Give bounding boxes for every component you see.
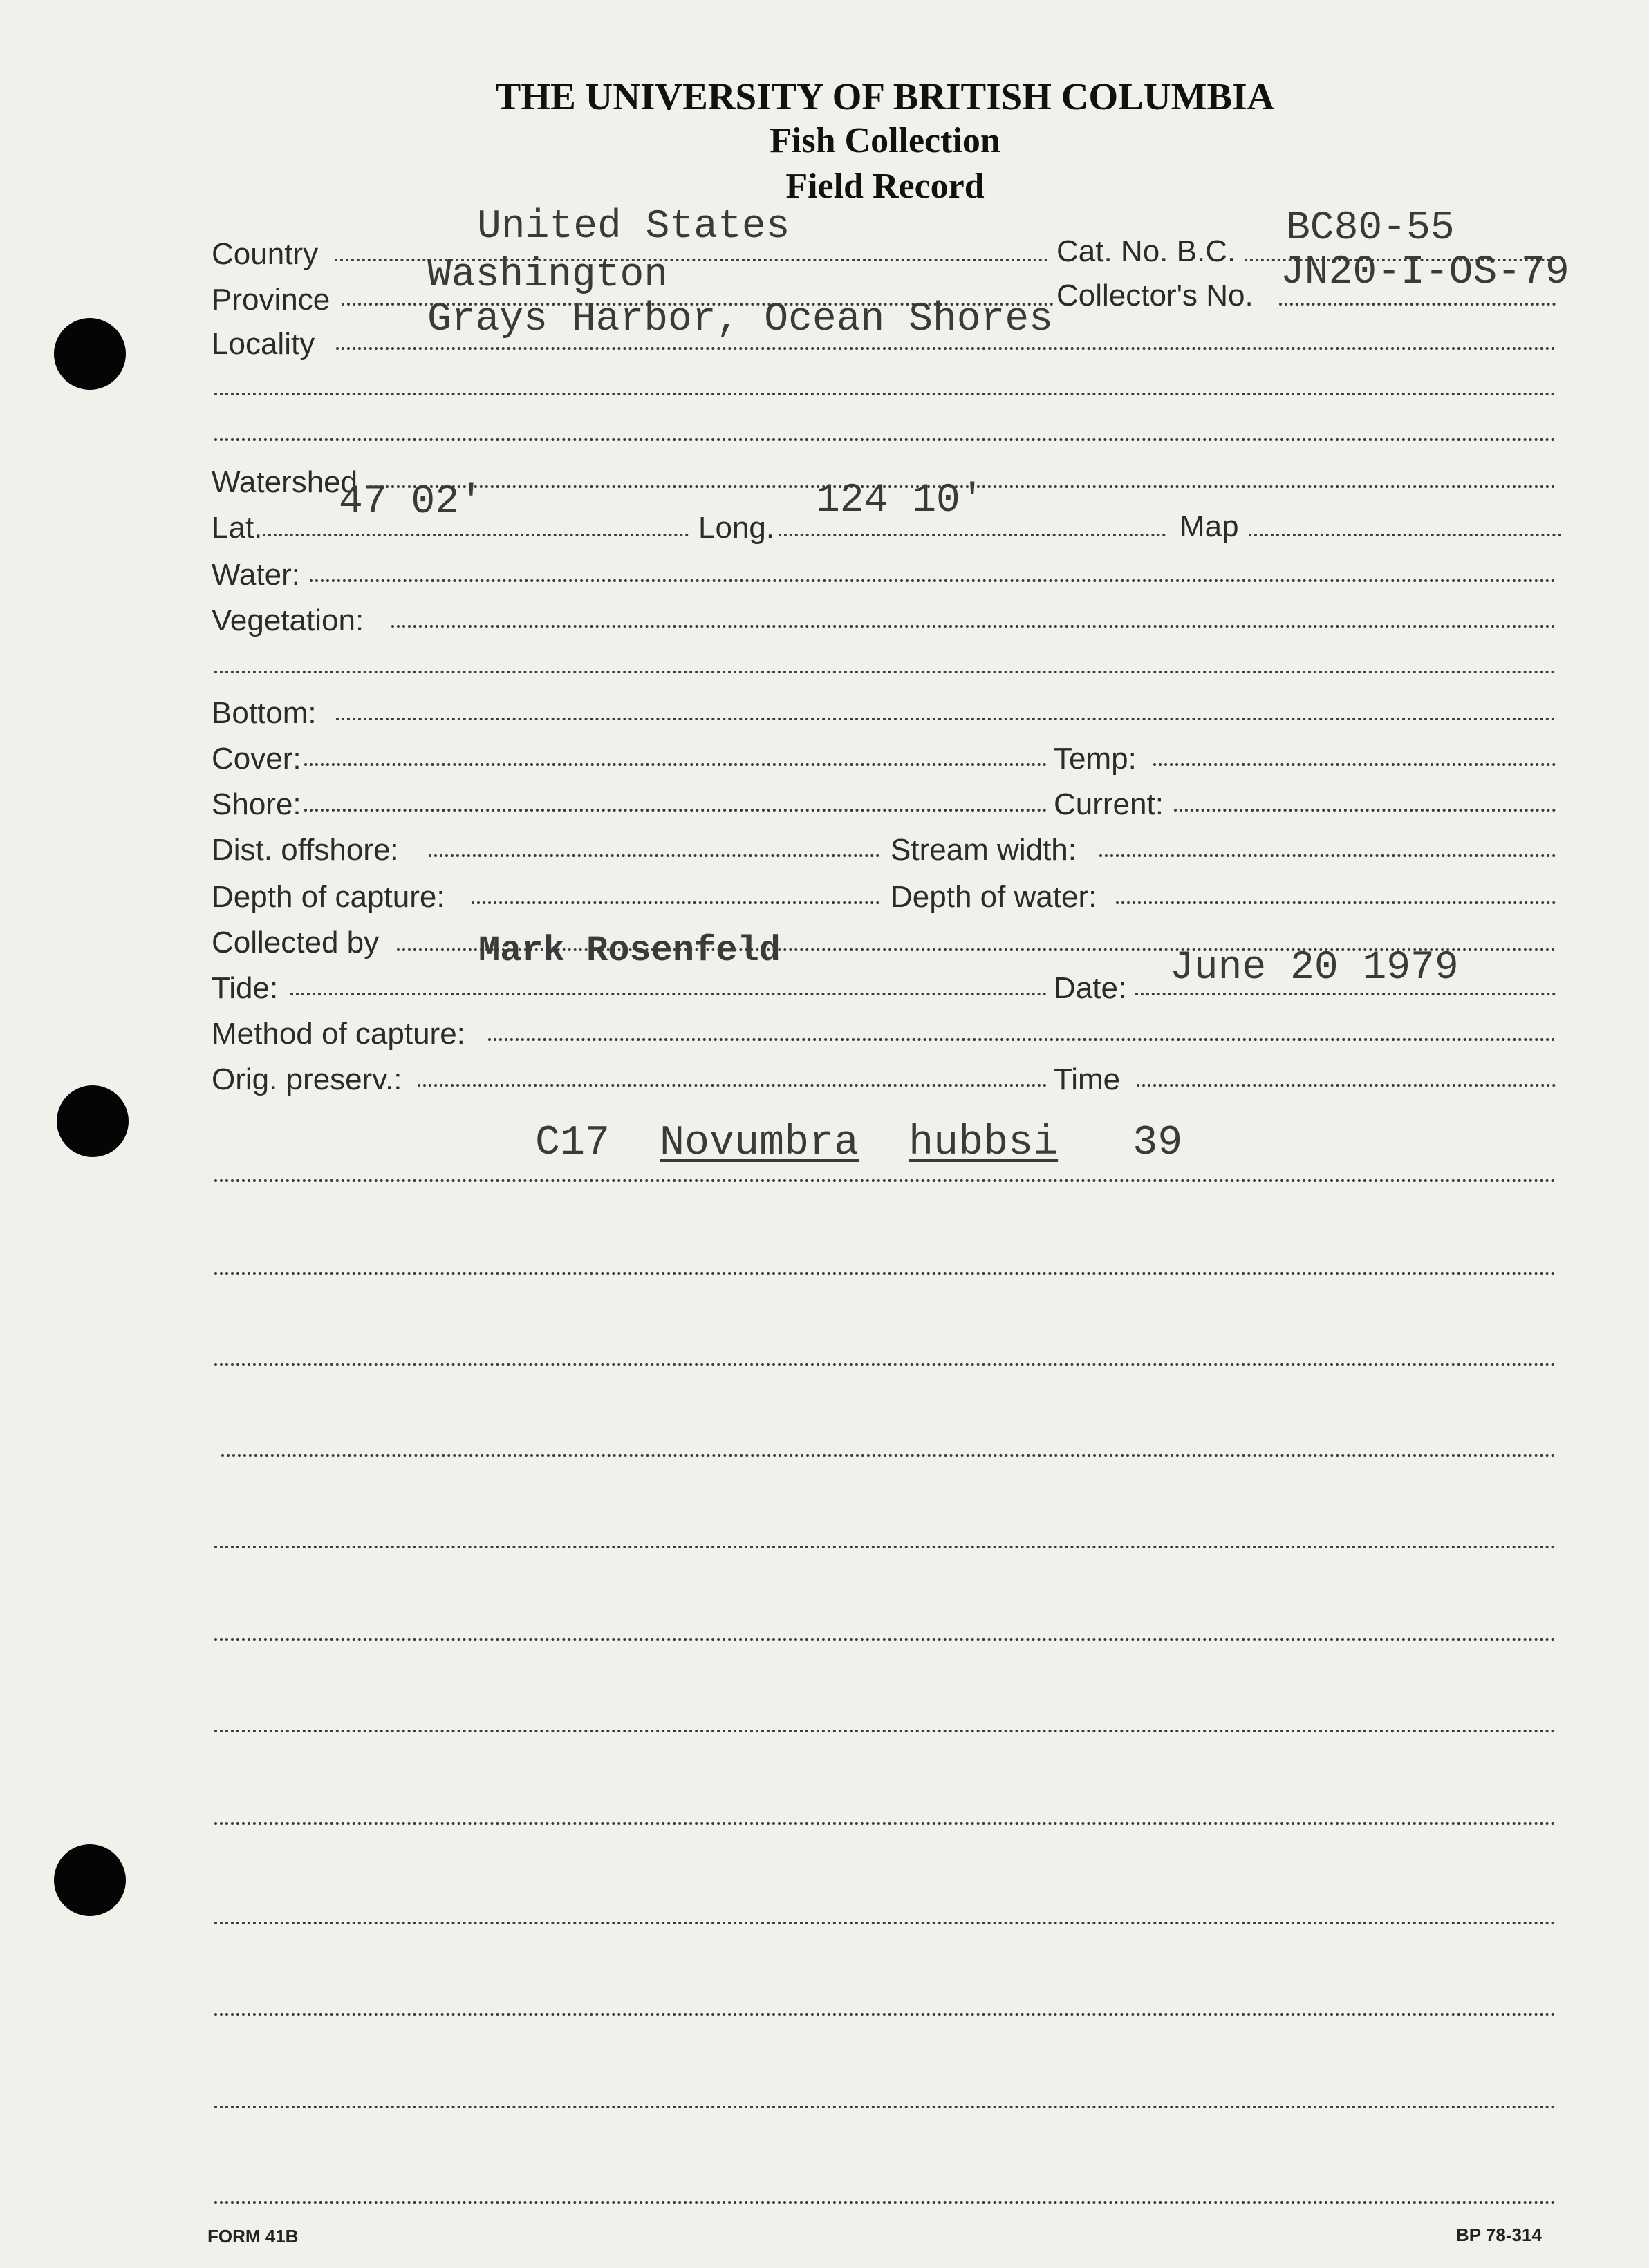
depth-capture-line	[472, 901, 879, 904]
stream-width-label: Stream width:	[891, 833, 1077, 867]
specimen-species: hubbsi	[909, 1120, 1059, 1167]
vegetation-line	[391, 625, 1556, 628]
province-value: Washington	[427, 253, 669, 298]
collector-no-label: Collector's No.	[1056, 279, 1254, 312]
stream-width-line	[1099, 854, 1556, 857]
dist-offshore-line	[429, 854, 879, 857]
collected-by-value: Mark Rosenfeld	[478, 930, 781, 971]
vegetation-label: Vegetation:	[212, 603, 364, 637]
temp-line	[1153, 763, 1556, 766]
specimen-entry	[535, 1120, 1183, 1167]
long-line	[779, 534, 1166, 536]
specimen-code: C17	[535, 1120, 611, 1167]
notes-line-7	[214, 1730, 1556, 1732]
notes-line-11	[214, 2106, 1556, 2108]
record-type-title: Field Record	[785, 167, 985, 206]
notes-line-6	[214, 1638, 1556, 1641]
map-line	[1249, 534, 1561, 536]
collected-by-label: Collected by	[212, 926, 380, 959]
collection-title: Fish Collection	[770, 121, 1000, 160]
collector-no-line	[1279, 303, 1556, 306]
orig-preserv-label: Orig. preserv.:	[212, 1062, 402, 1096]
water-label: Water:	[212, 558, 300, 592]
current-line	[1174, 809, 1556, 812]
lat-line	[263, 534, 689, 536]
punch-hole-middle	[57, 1085, 129, 1157]
locality-label: Locality	[212, 327, 315, 361]
method-label: Method of capture:	[212, 1017, 465, 1051]
form-number: FORM 41B	[207, 2226, 299, 2247]
depth-water-line	[1116, 901, 1556, 904]
dist-offshore-label: Dist. offshore:	[212, 833, 399, 867]
cover-line	[304, 763, 1047, 766]
date-label: Date:	[1054, 971, 1127, 1005]
notes-line-3	[214, 1363, 1556, 1366]
cat-no-label: Cat. No. B.C.	[1056, 234, 1236, 268]
vegetation-line-2	[214, 671, 1556, 673]
long-value: 124 10'	[816, 478, 985, 523]
notes-line-1	[214, 1179, 1556, 1182]
province-label: Province	[212, 283, 330, 317]
bottom-line	[336, 718, 1556, 720]
watershed-label: Watershed	[212, 465, 358, 499]
collector-no-value: JN20-I-OS-79	[1280, 250, 1569, 295]
punch-hole-top	[54, 318, 126, 390]
map-label: Map	[1180, 509, 1239, 543]
locality-value: Grays Harbor, Ocean Shores	[427, 297, 1053, 342]
notes-line-10	[214, 2013, 1556, 2016]
bottom-label: Bottom:	[212, 696, 317, 730]
institution-title: THE UNIVERSITY OF BRITISH COLUMBIA	[495, 75, 1275, 118]
time-label: Time	[1054, 1062, 1121, 1096]
temp-label: Temp:	[1054, 742, 1137, 776]
long-label: Long.	[698, 511, 775, 545]
shore-line	[304, 809, 1047, 812]
water-line	[310, 579, 1556, 582]
punch-hole-bottom	[54, 1844, 126, 1916]
tide-line	[290, 993, 1047, 995]
country-value: United States	[477, 205, 790, 250]
orig-preserv-line	[418, 1084, 1047, 1087]
date-line	[1135, 993, 1556, 995]
notes-line-4	[221, 1454, 1556, 1457]
specimen-genus: Novumbra	[660, 1120, 859, 1167]
notes-line-12	[214, 2201, 1556, 2204]
lat-label: Lat.	[212, 511, 263, 545]
cover-label: Cover:	[212, 742, 301, 776]
print-code: BP 78-314	[1456, 2224, 1542, 2245]
notes-line-2	[214, 1272, 1556, 1275]
depth-capture-label: Depth of capture:	[212, 880, 445, 914]
time-line	[1137, 1084, 1556, 1087]
date-value: June 20 1979	[1170, 946, 1459, 991]
country-label: Country	[212, 237, 319, 271]
specimen-count: 39	[1133, 1120, 1183, 1167]
current-label: Current:	[1054, 787, 1164, 821]
locality-line-2	[214, 393, 1556, 395]
tide-label: Tide:	[212, 971, 279, 1005]
notes-line-9	[214, 1922, 1556, 1924]
cat-no-value: BC80-55	[1286, 206, 1455, 251]
locality-line-3	[214, 438, 1556, 441]
depth-water-label: Depth of water:	[891, 880, 1097, 914]
lat-value: 47 02'	[339, 480, 483, 525]
method-line	[488, 1038, 1556, 1041]
locality-line	[336, 347, 1556, 350]
notes-line-5	[214, 1546, 1556, 1548]
notes-line-8	[214, 1822, 1556, 1825]
shore-label: Shore:	[212, 787, 301, 821]
